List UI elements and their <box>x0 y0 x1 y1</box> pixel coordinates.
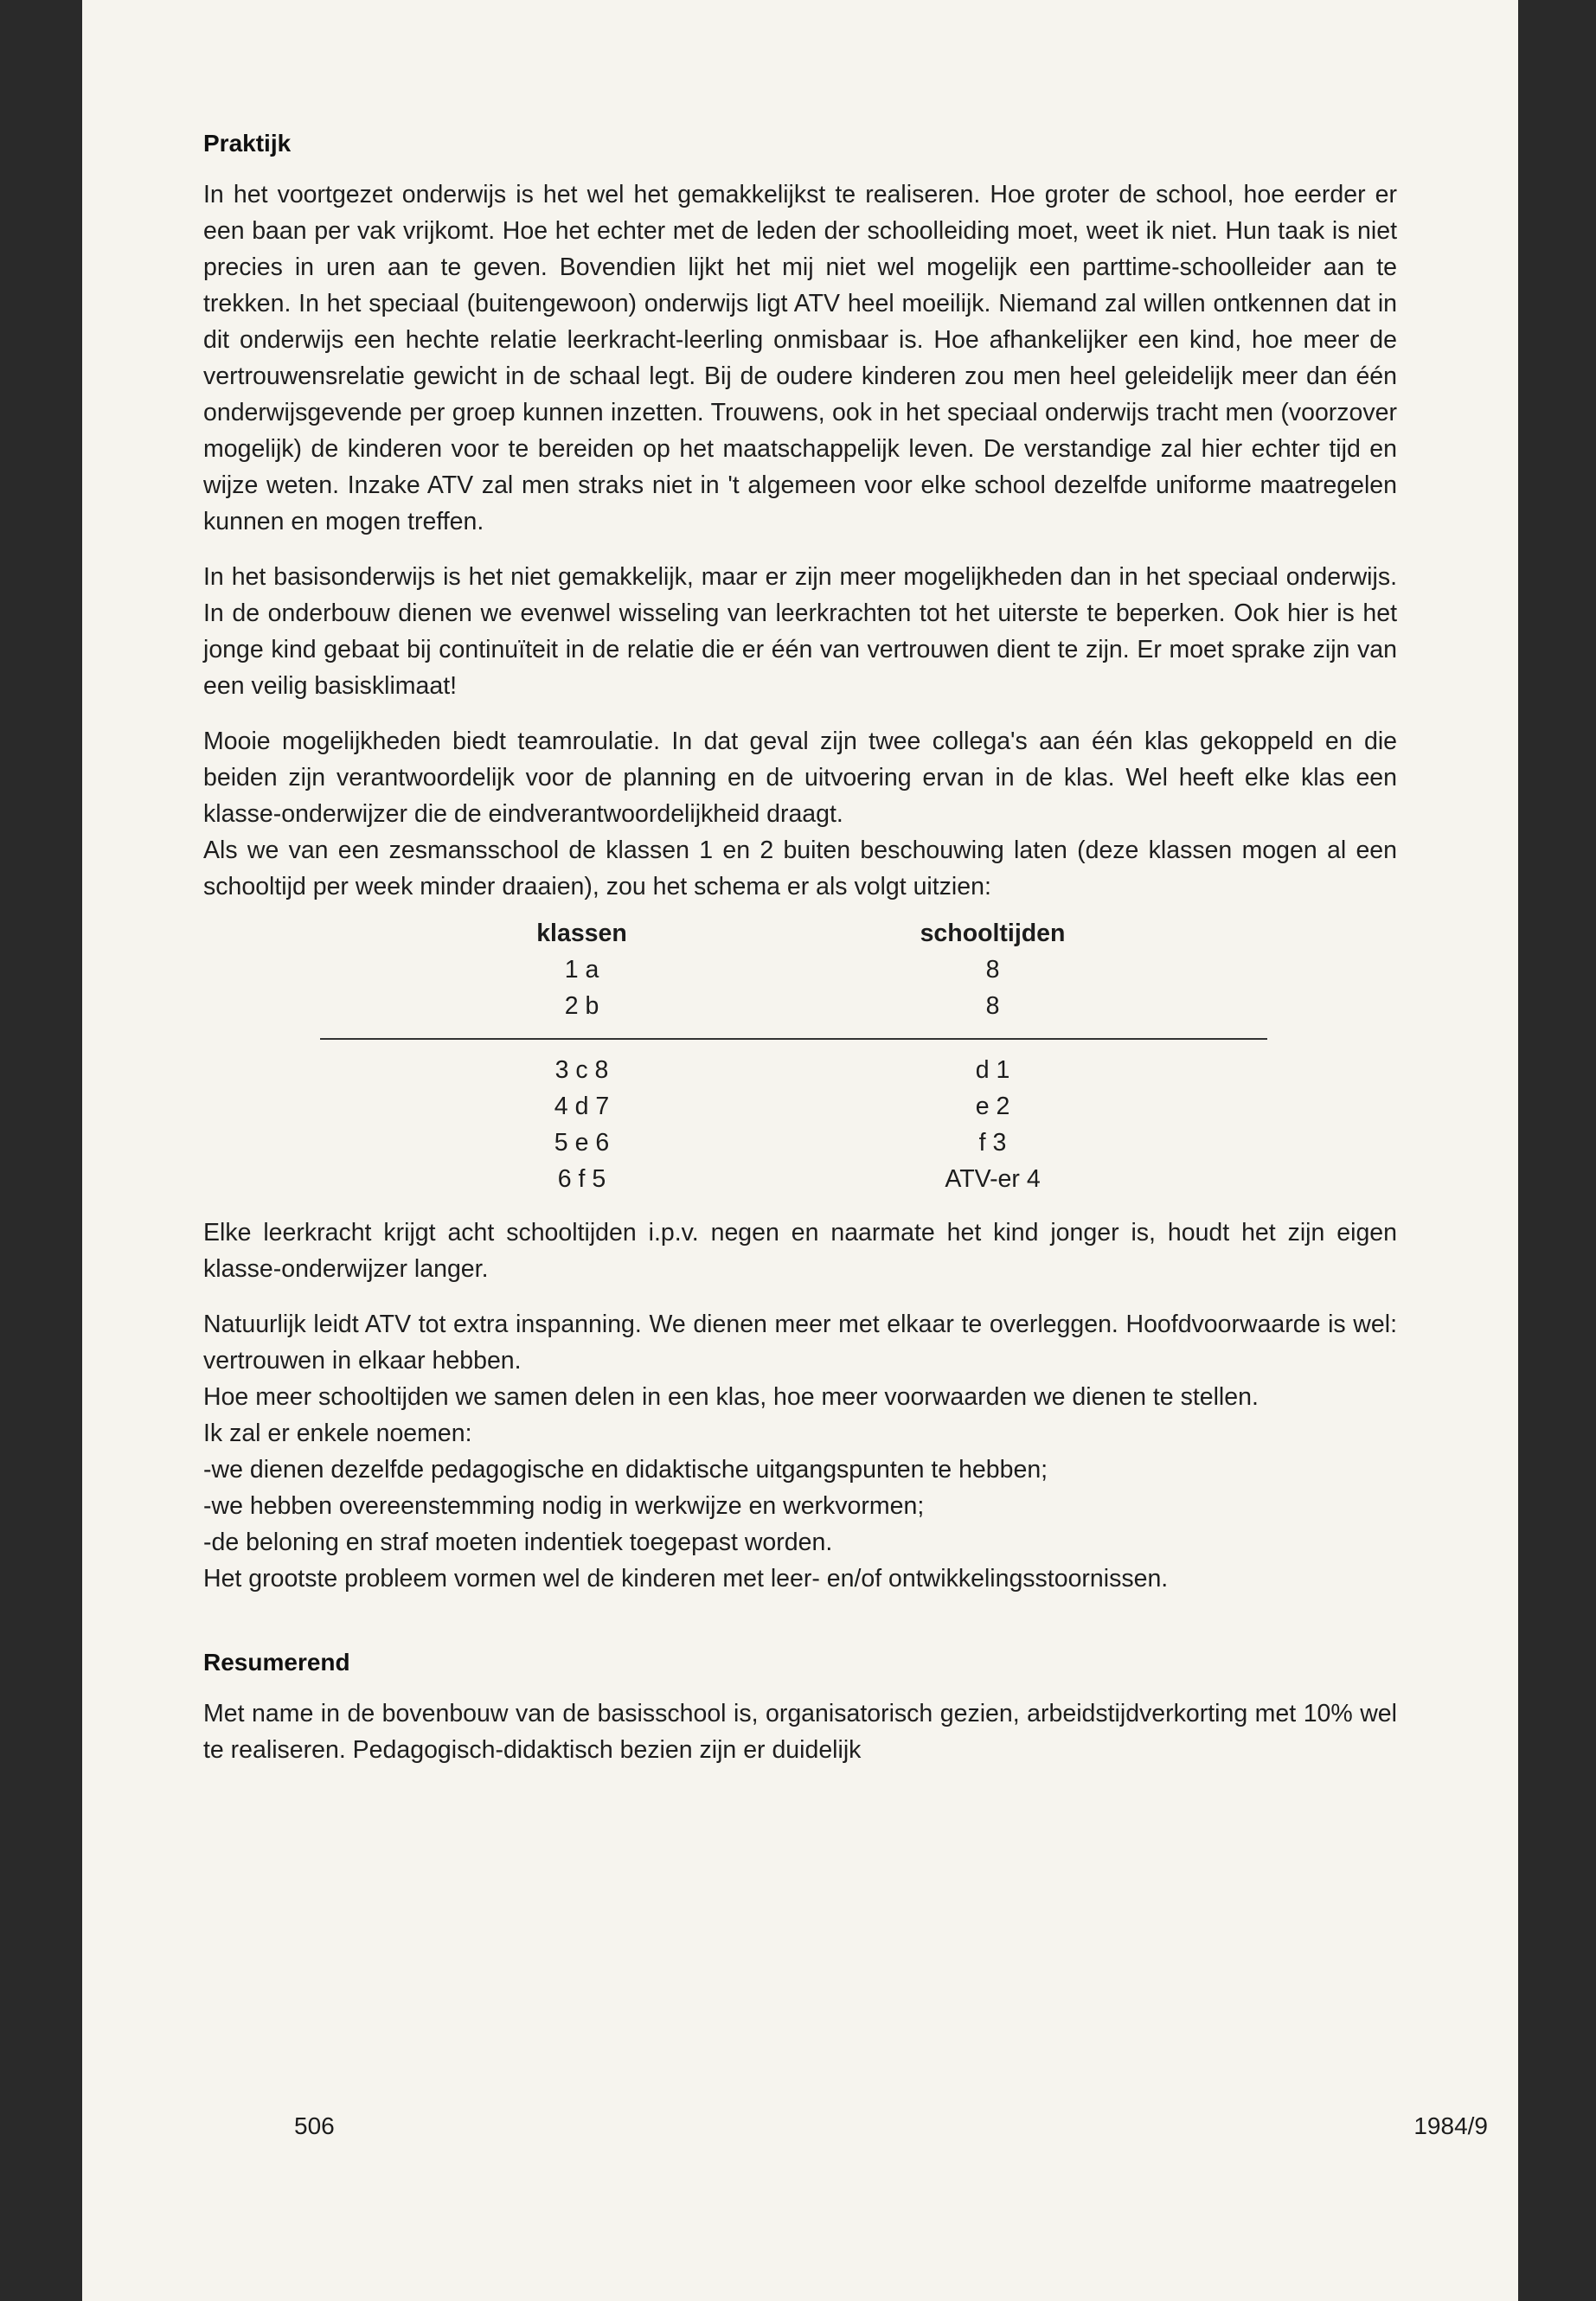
paragraph: Mooie mogelijkheden biedt teamroulatie. In dat geval zijn twee collega's aan één klas gekoppeld en die beiden zijn verantwoordelijk voor de planning en de uitvoering ervan in de klas. Wel heeft elke klas een klasse-onderwijzer die de eindverantwoordelijkheid draagt. <box>203 727 1397 828</box>
table-cell: 2 b <box>564 992 599 1020</box>
table-cell: ATV-er 4 <box>945 1165 1041 1193</box>
table-cell: 1 a <box>564 956 599 984</box>
page-number: 506 <box>294 2112 335 2139</box>
table-cell: e 2 <box>975 1093 1010 1120</box>
table-cell: 8 <box>985 956 1000 984</box>
table-row <box>203 1052 1397 1088</box>
section-heading-praktijk: Praktijk <box>203 130 292 157</box>
table-row <box>203 952 1397 988</box>
paragraph: Hoe meer schooltijden we samen delen in een klas, hoe meer voorwaarden we dienen te stellen. <box>203 1383 1259 1411</box>
table-row <box>203 1088 1397 1125</box>
paragraph: Elke leerkracht krijgt acht schooltijden i.p.v. negen en naarmate het kind jonger is, houdt het zijn eigen klasse-onderwijzer langer. <box>203 1219 1397 1283</box>
table-cell: 6 f 5 <box>557 1165 606 1193</box>
schedule-header-row <box>203 915 1397 952</box>
table-cell: 4 d 7 <box>554 1093 610 1120</box>
page-content <box>203 130 1397 1787</box>
table-divider <box>320 1038 1267 1040</box>
schedule-table <box>203 915 1397 1197</box>
conditions-list <box>203 1452 1397 1561</box>
table-cell: f 3 <box>978 1129 1007 1157</box>
paragraph: Het grootste probleem vormen wel de kinderen met leer- en/of ontwikkelingsstoornissen. <box>203 1565 1169 1593</box>
table-row <box>203 1125 1397 1161</box>
table-cell: 3 c 8 <box>554 1056 609 1084</box>
issue-label: 1984/9 <box>1413 2112 1488 2139</box>
list-item: - we hebben overeenstemming nodig in werkwijze en werkvormen; <box>203 1488 1397 1524</box>
list-item: - we dienen dezelfde pedagogische en didaktische uitgangspunten te hebben; <box>203 1452 1397 1488</box>
paragraph: Natuurlijk leidt ATV tot extra inspanning. We dienen meer met elkaar te overleggen. Hoofdvoorwaarde is wel: vertrouwen in elkaar hebben. <box>203 1311 1397 1375</box>
column-header-schooltijden: schooltijden <box>920 920 1066 947</box>
table-row <box>203 1161 1397 1197</box>
paragraph: In het basisonderwijs is het niet gemakkelijk, maar er zijn meer mogelijkheden dan in het speciaal onderwijs. In de onderbouw dienen we evenwel wisseling van leerkrachten tot het uiterste te beperken. Ook hier is het jonge kind gebaat bij continuïteit in de relatie die er één van vertrouwen dient te zijn. Er moet sprake zijn van een veilig basisklimaat! <box>203 563 1397 700</box>
table-cell: d 1 <box>975 1056 1010 1084</box>
list-item: - de beloning en straf moeten indentiek toegepast worden. <box>203 1524 1397 1561</box>
section-heading-resumerend: Resumerend <box>203 1649 350 1676</box>
table-row <box>203 988 1397 1024</box>
paragraph: Met name in de bovenbouw van de basisschool is, organisatorisch gezien, arbeidstijdverkorting met 10% wel te realiseren. Pedagogisch-didaktisch bezien zijn er duidelijk <box>203 1700 1397 1764</box>
paragraph: In het voortgezet onderwijs is het wel het gemakkelijkst te realiseren. Hoe groter de school, hoe eerder er een baan per vak vrijkomt. Hoe het echter met de leden der schoolleiding moet, weet ik niet. Hun taak is niet precies in uren aan te geven. Bovendien lijkt het mij niet wel mogelijk een parttime-schoolleider aan te trekken. In het speciaal (buitengewoon) onderwijs ligt ATV heel moeilijk. Niemand zal willen ontkennen dat in dit onderwijs een hechte relatie leerkracht-leerling onmisbaar is. Hoe afhankelijker een kind, hoe meer de vertrouwensrelatie gewicht in de schaal legt. Bij de oudere kinderen zou men heel geleidelijk meer dan één onderwijsgevende per groep kunnen inzetten. Trouwens, ook in het speciaal onderwijs tracht men (voorzover mogelijk) de kinderen voor te bereiden op het maatschappelijk leven. De verstandige zal hier echter tijd en wijze weten. Inzake ATV zal men straks niet in 't algemeen voor elke school dezelfde uniforme maatregelen kunnen en mogen treffen. <box>203 181 1397 535</box>
table-cell: 8 <box>985 992 1000 1020</box>
column-header-klassen: klassen <box>536 920 627 947</box>
document-page <box>82 0 1518 2301</box>
paragraph: Ik zal er enkele noemen: <box>203 1420 472 1447</box>
table-cell: 5 e 6 <box>554 1129 610 1157</box>
page-footer <box>294 2112 1488 2140</box>
paragraph: Als we van een zesmansschool de klassen 1 en 2 buiten beschouwing laten (deze klassen mogen al een schooltijd per week minder draaien), zou het schema er als volgt uitzien: <box>203 836 1397 901</box>
